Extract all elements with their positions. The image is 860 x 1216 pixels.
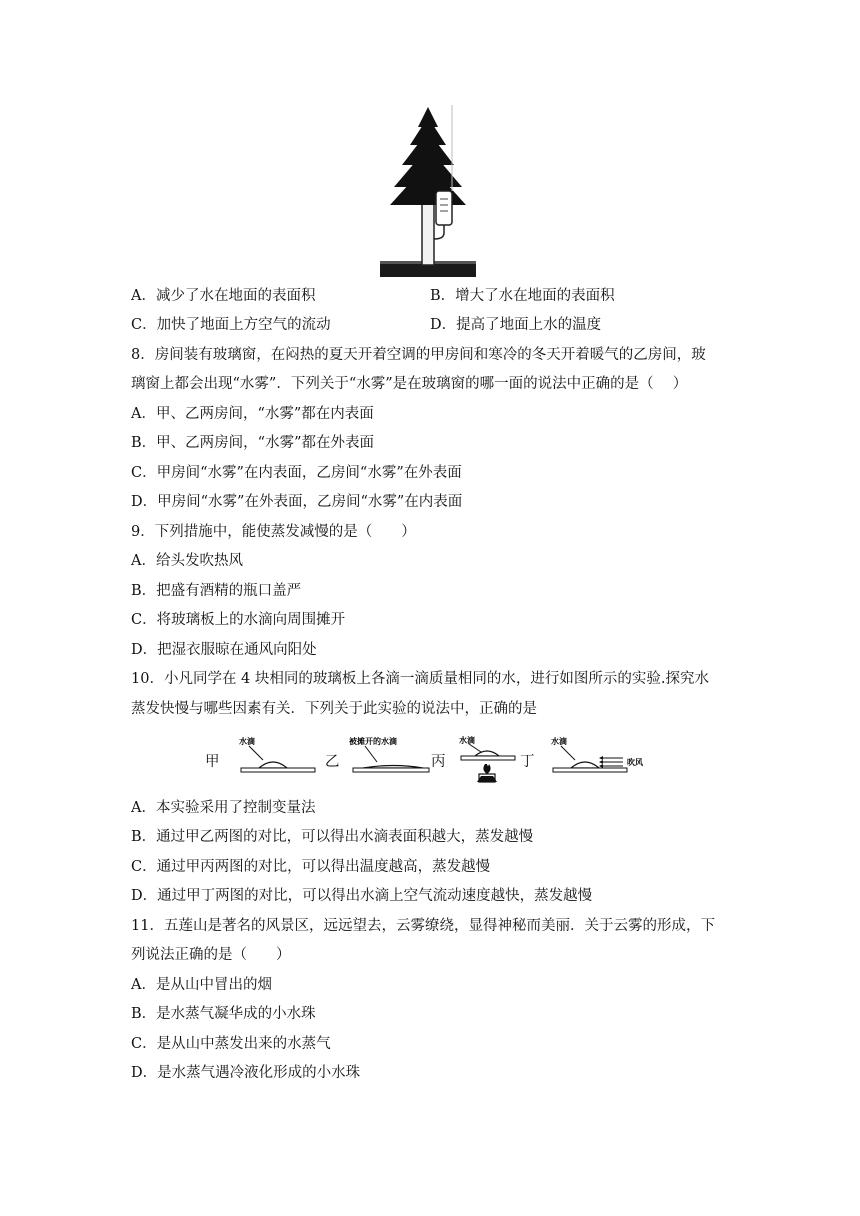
q8-option-a: A．甲、乙两房间，“水雾”都在内表面	[131, 406, 374, 422]
q11-option-a: A．是从山中冒出的烟	[131, 977, 272, 993]
figure-label-ding: 丁	[520, 754, 535, 770]
figure-yi-spread-drop	[347, 734, 437, 782]
q8-option-c: C．甲房间“水雾”在内表面，乙房间“水雾”在外表面	[131, 465, 462, 481]
q8-option-b: B．甲、乙两房间，“水雾”都在外表面	[131, 435, 374, 451]
figure-ding-blown-drop	[547, 734, 655, 782]
q8-stem-line1: 8．房间装有玻璃窗，在闷热的夏天开着空调的甲房间和寒冷的冬天开着暖气的乙房间，玻	[131, 347, 706, 363]
caption-blow-ding: 吹风	[627, 758, 643, 767]
q11-option-d: D．是水蒸气遇冷液化形成的小水珠	[131, 1065, 361, 1081]
caption-drop-ding: 水滴	[551, 737, 567, 746]
tree-figure	[380, 105, 476, 277]
figure-label-bing: 丙	[431, 754, 446, 770]
q11-stem-line2: 列说法正确的是（ ）	[131, 947, 291, 963]
q9-option-a: A．给头发吹热风	[131, 553, 243, 569]
caption-drop-bing: 水滴	[459, 736, 475, 745]
q9-stem: 9．下列措施中，能使蒸发减慢的是（ ）	[131, 524, 416, 540]
q10-option-d: D．通过甲丁两图的对比，可以得出水滴上空气流动速度越快，蒸发越慢	[131, 888, 593, 904]
q10-option-a: A．本实验采用了控制变量法	[131, 800, 316, 816]
figure-label-yi: 乙	[325, 754, 340, 770]
caption-spread-yi: 被摊开的水滴	[349, 737, 397, 746]
figure-bing-heated-drop	[457, 734, 519, 786]
caption-drop-jia: 水滴	[239, 737, 255, 746]
q7-option-c: C．加快了地面上方空气的流动	[131, 317, 331, 333]
q8-stem-line2: 璃窗上都会出现“水雾”．下列关于“水雾”是在玻璃窗的哪一面的说法中正确的是（ ）	[131, 376, 688, 392]
q10-option-b: B．通过甲乙两图的对比，可以得出水滴表面积越大，蒸发越慢	[131, 829, 534, 845]
q9-option-b: B．把盛有酒精的瓶口盖严	[131, 583, 302, 599]
q8-option-d: D．甲房间“水雾”在外表面，乙房间“水雾”在内表面	[131, 494, 463, 510]
q7-option-d: D．提高了地面上水的温度	[430, 317, 602, 333]
figure-jia-drop	[235, 734, 320, 782]
q10-stem-line2: 蒸发快慢与哪些因素有关．下列关于此实验的说法中，正确的是	[131, 701, 537, 717]
q11-stem-line1: 11．五莲山是著名的风景区，远远望去，云雾缭绕，显得神秘而美丽．关于云雾的形成，下	[131, 918, 715, 934]
q11-option-c: C．是从山中蒸发出来的水蒸气	[131, 1036, 331, 1052]
q11-option-b: B．是水蒸气凝华成的小水珠	[131, 1006, 316, 1022]
q9-option-d: D．把湿衣服晾在通风向阳处	[131, 642, 317, 658]
evaporation-experiment-figure	[205, 734, 655, 786]
q10-stem-line1: 10．小凡同学在 4 块相同的玻璃板上各滴一滴质量相同的水，进行如图所示的实验.探究水	[131, 671, 709, 687]
q7-option-b: B．增大了水在地面的表面积	[430, 288, 615, 304]
q9-option-c: C．将玻璃板上的水滴向周围摊开	[131, 612, 346, 628]
q7-option-a: A．减少了水在地面的表面积	[131, 288, 316, 304]
figure-label-jia: 甲	[205, 754, 220, 770]
q10-option-c: C．通过甲丙两图的对比，可以得出温度越高，蒸发越慢	[131, 859, 491, 875]
